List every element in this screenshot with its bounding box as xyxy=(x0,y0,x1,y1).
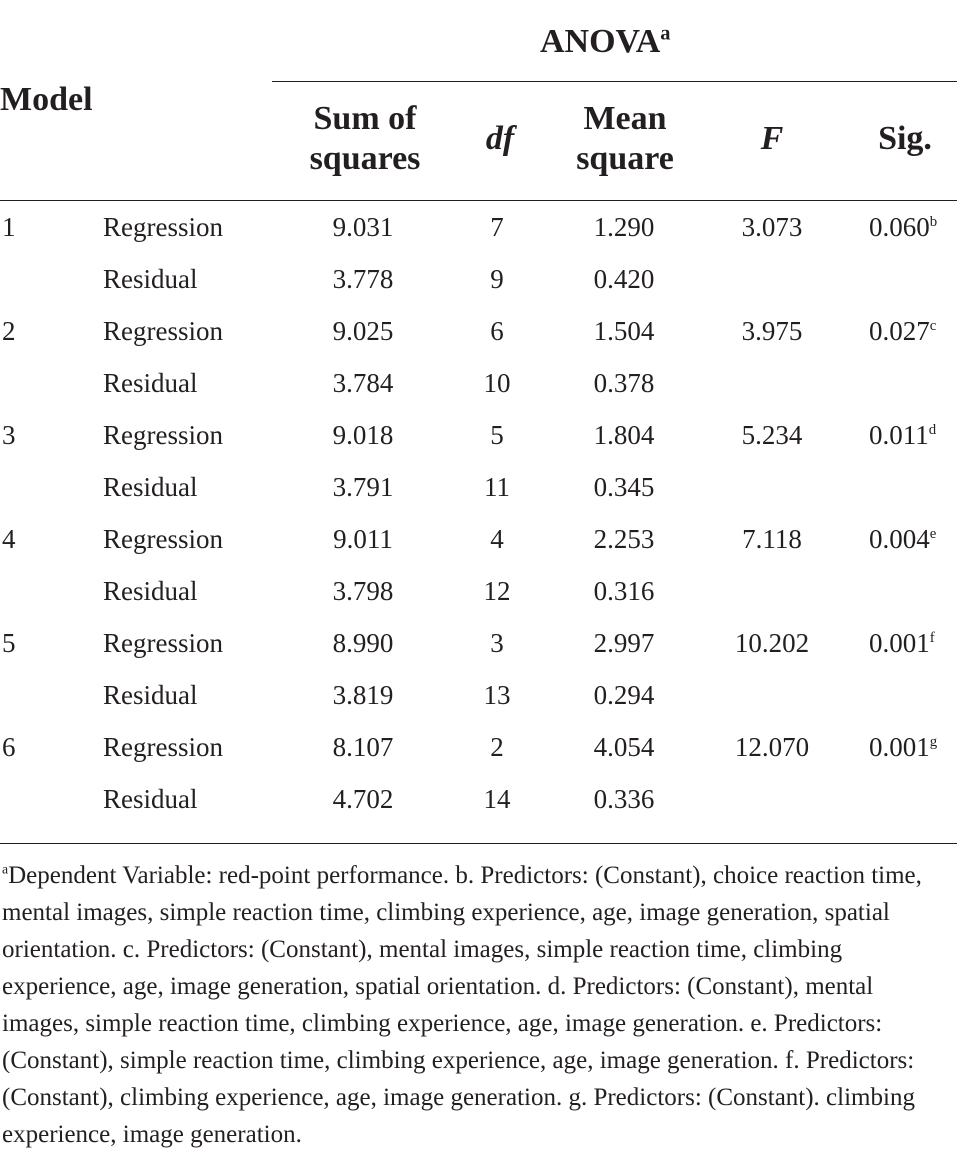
cell-sig-value: 0.001 xyxy=(869,732,930,762)
cell-f: 3.975 xyxy=(741,316,803,346)
cell-df: 5 xyxy=(490,420,504,450)
cell-mean-square: 0.316 xyxy=(593,576,655,606)
cell-df: 13 xyxy=(483,680,511,710)
cell-df: 4 xyxy=(490,524,504,554)
cell-mean-square: 1.504 xyxy=(593,316,655,346)
cell-f: 3.073 xyxy=(741,212,803,242)
cell-sig-superscript: e xyxy=(929,526,937,542)
cell-f: 7.118 xyxy=(742,524,802,554)
cell-model: 2 xyxy=(2,316,16,346)
cell-sig xyxy=(869,211,937,243)
cell-source: Residual xyxy=(103,784,198,814)
cell-mean-square: 0.294 xyxy=(593,680,655,710)
cell-sum-of-squares: 8.107 xyxy=(332,732,394,762)
cell-mean-square: 4.054 xyxy=(593,732,655,762)
cell-f: 10.202 xyxy=(734,628,810,658)
footnote-superscript: a xyxy=(2,861,9,877)
cell-sig-value: 0.027 xyxy=(869,316,930,346)
col-header-mean-square xyxy=(555,99,695,179)
cell-sum-of-squares: 3.819 xyxy=(332,680,394,710)
cell-sig-value: 0.004 xyxy=(869,524,930,554)
cell-source: Residual xyxy=(103,680,198,710)
footnote-text: Dependent Variable: red-point performance. b. Predictors: (Constant), choice reaction time, mental images, simple reaction time, climbing experience, age, image generation, spatial orientation. c. Predictors: (Constant), mental images, simple reaction time, climbing experience, age, image generation, spatial orientation. d. Predictors: (Constant), mental images, simple reaction time, climbing experience, age, image generation. e. Predictors: (Constant), simple reaction time, climbing experience, age, image generation. f. Predictors: (Constant), climbing experience, age, image generation. g. Predictors: (Constant). climbing experience, image generation. xyxy=(2,862,922,1148)
cell-sig-value: 0.060 xyxy=(869,212,930,242)
cell-df: 7 xyxy=(490,212,504,242)
cell-sig-superscript: b xyxy=(929,214,938,230)
cell-sum-of-squares: 4.702 xyxy=(332,784,394,814)
cell-sig-value: 0.011 xyxy=(869,420,929,450)
cell-sig-superscript: d xyxy=(928,422,937,438)
cell-sig-value: 0.001 xyxy=(869,628,930,658)
cell-sum-of-squares: 9.031 xyxy=(332,212,394,242)
cell-sig-superscript: g xyxy=(929,734,938,750)
col-header-ss-line1: Sum of xyxy=(313,100,417,137)
col-header-sum-of-squares xyxy=(290,99,440,179)
cell-model: 3 xyxy=(2,420,16,450)
cell-sum-of-squares: 9.011 xyxy=(333,524,393,554)
cell-df: 12 xyxy=(483,576,511,606)
col-header-f: F xyxy=(760,120,784,157)
col-header-ms-line1: Mean xyxy=(583,100,667,137)
cell-mean-square: 0.345 xyxy=(593,472,655,502)
cell-sig-superscript: c xyxy=(929,318,937,334)
cell-source: Residual xyxy=(103,264,198,294)
col-header-df: df xyxy=(485,120,515,157)
cell-sum-of-squares: 8.990 xyxy=(332,628,394,658)
cell-sum-of-squares: 3.784 xyxy=(332,368,394,398)
model-header: Model xyxy=(0,81,93,118)
cell-model: 1 xyxy=(2,212,16,242)
cell-mean-square: 2.253 xyxy=(593,524,655,554)
cell-sig xyxy=(869,731,937,763)
cell-source: Residual xyxy=(103,368,198,398)
cell-df: 9 xyxy=(490,264,504,294)
cell-f: 12.070 xyxy=(734,732,810,762)
cell-sig xyxy=(869,419,936,451)
col-header-ms-line2: square xyxy=(576,140,674,177)
cell-sig xyxy=(869,315,936,347)
table-bottom-rule xyxy=(0,843,957,844)
cell-sum-of-squares: 3.778 xyxy=(332,264,394,294)
cell-sum-of-squares: 9.018 xyxy=(332,420,394,450)
cell-model: 4 xyxy=(2,524,16,554)
cell-sum-of-squares: 9.025 xyxy=(332,316,394,346)
cell-df: 2 xyxy=(490,732,504,762)
cell-df: 11 xyxy=(484,472,510,502)
cell-source: Residual xyxy=(103,576,198,606)
cell-mean-square: 1.290 xyxy=(593,212,655,242)
cell-model: 6 xyxy=(2,732,16,762)
cell-source: Residual xyxy=(103,472,198,502)
cell-source: Regression xyxy=(103,524,223,554)
cell-mean-square: 0.378 xyxy=(593,368,655,398)
cell-sum-of-squares: 3.791 xyxy=(332,472,394,502)
col-header-sig: Sig. xyxy=(878,120,932,157)
anova-title xyxy=(540,22,670,62)
cell-sum-of-squares: 3.798 xyxy=(332,576,394,606)
cell-sig xyxy=(869,523,936,555)
cell-df: 3 xyxy=(490,628,504,658)
cell-source: Regression xyxy=(103,628,223,658)
cell-sig-superscript: f xyxy=(929,630,935,646)
anova-title-text: ANOVA xyxy=(540,23,661,60)
cell-df: 14 xyxy=(483,784,511,814)
cell-df: 10 xyxy=(483,368,511,398)
cell-source: Regression xyxy=(103,316,223,346)
cell-mean-square: 0.336 xyxy=(593,784,655,814)
cell-sig xyxy=(869,627,935,659)
anova-title-superscript: a xyxy=(660,22,671,45)
table-footnote xyxy=(2,857,954,1153)
anova-underline xyxy=(272,81,957,82)
cell-f: 5.234 xyxy=(741,420,803,450)
cell-source: Regression xyxy=(103,732,223,762)
cell-source: Regression xyxy=(103,212,223,242)
cell-mean-square: 1.804 xyxy=(593,420,655,450)
cell-mean-square: 0.420 xyxy=(593,264,655,294)
cell-source: Regression xyxy=(103,420,223,450)
header-bottom-rule xyxy=(0,200,957,201)
col-header-ss-line2: squares xyxy=(309,140,421,177)
cell-df: 6 xyxy=(490,316,504,346)
cell-mean-square: 2.997 xyxy=(593,628,655,658)
cell-model: 5 xyxy=(2,628,16,658)
